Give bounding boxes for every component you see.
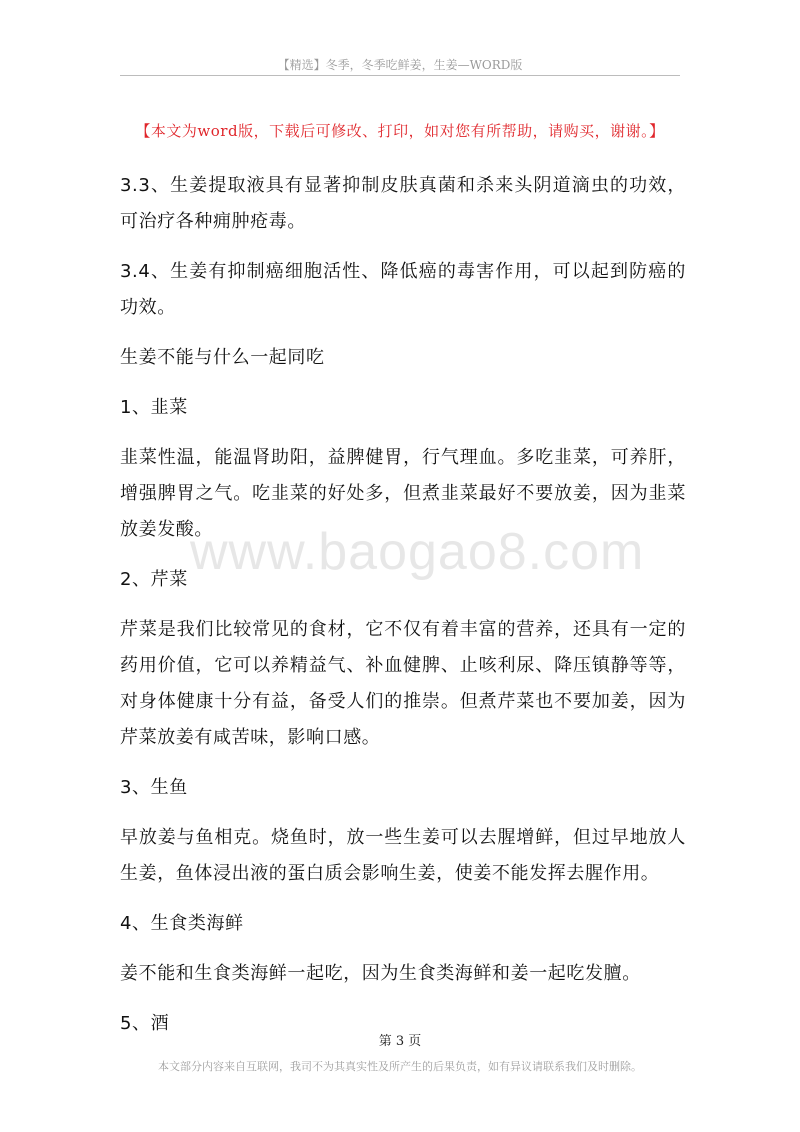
purchase-notice: 【本文为word版，下载后可修改、打印，如对您有所帮助，请购买，谢谢。】 [135, 122, 665, 140]
site-watermark: www.baogao8.com [190, 523, 645, 581]
paragraph-celery: 芹菜是我们比较常见的食材，它不仅有着丰富的营养，还具有一定的药用价值，它可以养精益气、补血健脾、止咳利尿、降压镇静等等，对身体健康十分有益，备受人们的推崇。但煮芹菜也不要加姜，因为芹菜放姜有咸苦味，影响口感。 [120, 619, 686, 748]
item-heading-chives: 1、韭菜 [120, 397, 188, 418]
item-heading-seafood: 4、生食类海鲜 [120, 913, 244, 934]
page-header: 【精选】冬季，冬季吃鲜姜，生姜—WORD版 [277, 58, 523, 72]
paragraph-fish: 早放姜与鱼相克。烧鱼时，放一些生姜可以去腥增鲜，但过早地放人生姜，鱼体浸出液的蛋白质会影响生姜，使姜不能发挥去腥作用。 [120, 827, 686, 884]
item-heading-wine: 5、酒 [120, 1013, 170, 1034]
paragraph-3-3: 3.3、生姜提取液具有显著抑制皮肤真菌和杀来头阴道滴虫的功效，可治疗各种痈肿疮毒。 [120, 175, 686, 232]
item-heading-celery: 2、芹菜 [120, 569, 188, 590]
document-body [120, 168, 686, 1056]
section-heading: 生姜不能与什么一起同吃 [120, 347, 325, 368]
item-heading-fish: 3、生鱼 [120, 777, 188, 798]
page-number: 第 3 页 [378, 1034, 422, 1049]
paragraph-chives: 韭菜性温，能温肾助阳，益脾健胃，行气理血。多吃韭菜，可养肝，增强脾胃之气。吃韭菜的好处多，但煮韭菜最好不要放姜，因为韭菜放姜发酸。 [120, 447, 686, 540]
header-divider [120, 75, 680, 76]
paragraph-3-4: 3.4、生姜有抑制癌细胞活性、降低癌的毒害作用，可以起到防癌的功效。 [120, 261, 686, 318]
footer-disclaimer: 本文部分内容来自互联网，我司不为其真实性及所产生的后果负责，如有异议请联系我们及时删除。 [158, 1060, 642, 1073]
paragraph-seafood: 姜不能和生食类海鲜一起吃，因为生食类海鲜和姜一起吃发膻。 [120, 963, 641, 984]
